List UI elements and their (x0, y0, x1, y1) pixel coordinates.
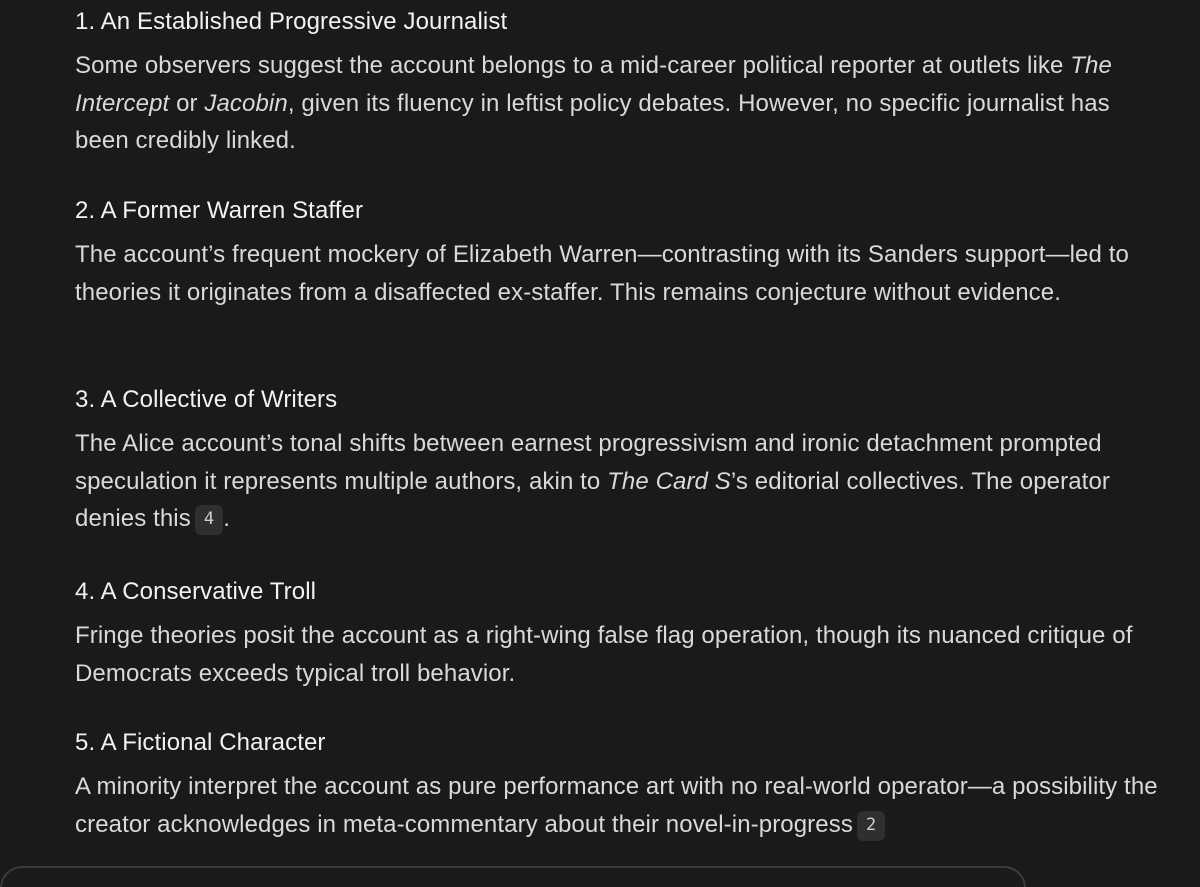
italic-title: The Intercept (75, 52, 1112, 117)
body-text-run: , given its fluency in leftist policy debates. However, no specific journalist has been credibly linked. (75, 89, 1110, 154)
section-3 (75, 385, 1165, 538)
section-heading: 1. An Established Progressive Journalist (75, 8, 508, 35)
section-5 (75, 728, 1165, 843)
body-text-run: The Alice account’s tonal shifts between earnest progressivism and ironic detachment prompted speculation it represents multiple authors, akin to (75, 430, 1102, 495)
message-composer[interactable] (0, 866, 1026, 887)
body-text-run: ’s editorial collectives. The operator denies this (75, 467, 1110, 532)
italic-title: The Card S (607, 467, 731, 495)
section-body (75, 768, 1165, 843)
section-heading: 2. A Former Warren Staffer (75, 197, 364, 224)
section-body (75, 425, 1165, 538)
italic-title: Jacobin (204, 89, 288, 117)
section-heading: 5. A Fictional Character (75, 729, 326, 756)
citation-chip[interactable]: 2 (857, 811, 885, 841)
body-text-run: . (223, 505, 230, 532)
body-text-run: Fringe theories posit the account as a right-wing false flag operation, though its nuanced critique of Democrats exceeds typical troll behavior. (75, 622, 1133, 687)
section-2 (75, 196, 1165, 311)
section-1 (75, 7, 1165, 160)
section-4 (75, 577, 1165, 692)
body-text-run: or (169, 89, 205, 117)
body-text-run: A minority interpret the account as pure performance art with no real-world operator—a possibility the creator acknowledges in meta-commentary about their novel-in-progress (75, 773, 1158, 838)
body-text-run: Some observers suggest the account belongs to a mid-career political reporter at outlets like (75, 52, 1071, 79)
section-body (75, 47, 1165, 160)
section-body (75, 236, 1165, 311)
citation-chip[interactable]: 4 (195, 505, 223, 535)
body-text-run: The account’s frequent mockery of Elizabeth Warren—contrasting with its Sanders support—led to theories it originates from a disaffected ex-staffer. This remains conjecture without evidence. (75, 241, 1129, 306)
section-heading: 3. A Collective of Writers (75, 386, 338, 413)
section-body (75, 617, 1165, 692)
section-heading: 4. A Conservative Troll (75, 578, 317, 605)
